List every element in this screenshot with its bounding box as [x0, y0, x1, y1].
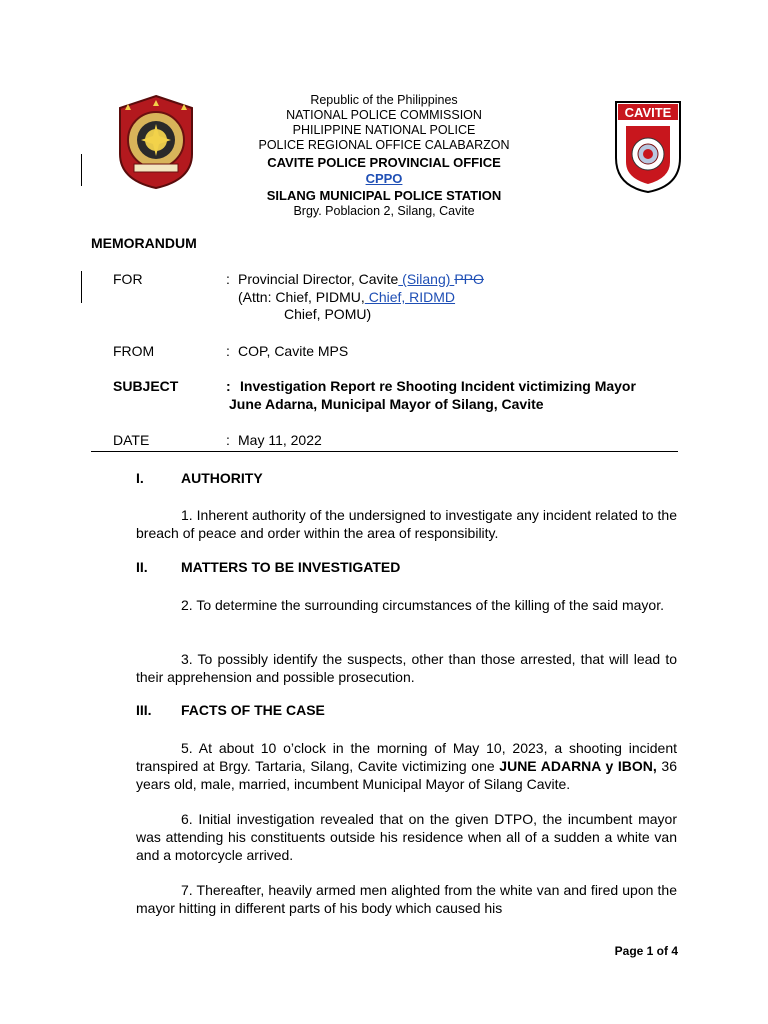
from-label: FROM — [113, 343, 155, 359]
attn-insert: Chief, RIDMD — [364, 289, 456, 305]
paragraph-1 — [136, 506, 677, 542]
page-number: Page 1 of 4 — [614, 944, 678, 958]
paragraph-6-text: 6. Initial investigation revealed that on the given DTPO, the incumbent mayor was attending his constituents outside his residence when all of a sudden a white van and a motorcycle arrived. — [136, 811, 677, 863]
header-pro: POLICE REGIONAL OFFICE CALABARZON — [258, 138, 510, 152]
paragraph-7 — [136, 881, 677, 917]
memo-heading: MEMORANDUM — [91, 235, 197, 251]
section-title: AUTHORITY — [181, 470, 263, 486]
header-republic: Republic of the Philippines — [310, 93, 458, 107]
subject-colon: : — [226, 378, 231, 394]
date-colon: : — [226, 432, 230, 448]
date-value: May 11, 2022 — [238, 432, 322, 448]
attn-line-2: Chief, POMU) — [284, 306, 372, 322]
section-title: MATTERS TO BE INVESTIGATED — [181, 559, 401, 575]
section-number: I. — [136, 470, 144, 486]
section-facts — [136, 702, 325, 718]
header-station: SILANG MUNICIPAL POLICE STATION — [266, 188, 502, 203]
for-value-insert: (Silang) — [398, 271, 455, 287]
section-number: III. — [136, 702, 152, 718]
header-cppo-full: CAVITE POLICE PROVINCIAL OFFICE — [267, 155, 501, 170]
paragraph-3-text: 3. To possibly identify the suspects, other than those arrested, that will lead to their apprehension and possible prosecution. — [136, 651, 677, 685]
for-value-deleted: PPO — [454, 271, 484, 287]
attn-line — [238, 289, 455, 306]
paragraph-6 — [136, 810, 677, 864]
subject-label: SUBJECT — [113, 378, 179, 394]
subject-line-1: Investigation Report re Shooting Incident victimizing Mayor — [240, 378, 636, 394]
paragraph-5 — [136, 739, 677, 793]
for-label: FOR — [113, 271, 143, 287]
paragraph-3 — [136, 650, 677, 686]
header-napolcom: NATIONAL POLICE COMMISSION — [286, 108, 482, 122]
header-pnp: PHILIPPINE NATIONAL POLICE — [292, 123, 476, 137]
section-matters — [136, 559, 401, 575]
subject-line-2: June Adarna, Municipal Mayor of Silang, Cavite — [229, 396, 544, 412]
paragraph-7-text: 7. Thereafter, heavily armed men alighted from the white van and fired upon the mayor hitting in different parts of his body which caused his — [136, 882, 677, 916]
paragraph-5-text-b: 36 years old, male, married, incumbent Municipal Mayor of Silang Cavite. — [136, 758, 678, 792]
memo-divider — [91, 451, 678, 452]
date-label: DATE — [113, 432, 150, 448]
letterhead — [0, 93, 768, 219]
paragraph-2-text: 2. To determine the surrounding circumstances of the killing of the said mayor. — [181, 597, 664, 613]
svg-text:CAVITE: CAVITE — [624, 105, 672, 120]
for-value — [238, 271, 484, 288]
victim-name: JUNE ADARNA y IBON, — [499, 758, 657, 774]
from-value: COP, Cavite MPS — [238, 343, 349, 359]
section-title: FACTS OF THE CASE — [181, 702, 325, 718]
header-address: Brgy. Poblacion 2, Silang, Cavite — [293, 204, 475, 218]
section-authority — [136, 470, 263, 486]
for-value-text: Provincial Director, Cavite — [238, 271, 399, 287]
for-colon: : — [226, 271, 230, 287]
paragraph-2 — [136, 596, 677, 614]
change-bar — [81, 271, 82, 303]
attn-text: (Attn: Chief, PIDMU, — [238, 289, 365, 305]
paragraph-5-text-a: 5. At about 10 o’clock in the morning of May 10, 2023, a shooting incident transpired at Brgy. Tartaria, Silang, Cavite victimizing one — [136, 740, 677, 774]
header-cppo-abbrev: CPPO — [365, 171, 403, 186]
paragraph-1-text: 1. Inherent authority of the undersigned to investigate any incident related to the breach of peace and order within the area of responsibility. — [136, 507, 677, 541]
section-number: II. — [136, 559, 148, 575]
from-colon: : — [226, 343, 230, 359]
